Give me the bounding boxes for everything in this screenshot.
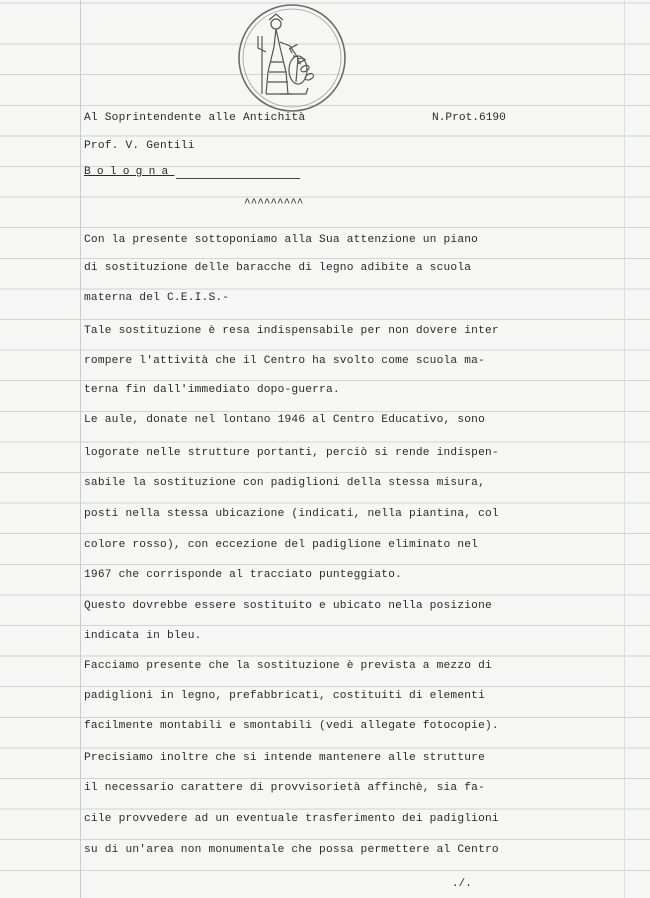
body-line: Facciamo presente che la sostituzione è prevista a mezzo di [84, 660, 492, 672]
body-line: materna del C.E.I.S.- [84, 292, 230, 304]
body-line: 1967 che corrisponde al tracciato punteggiato. [84, 569, 403, 581]
body-line: su di un'area non monumentale che possa permettere al Centro [84, 844, 499, 856]
ornament-separator: ^^^^^^^^^ [244, 198, 304, 210]
body-line: rompere l'attività che il Centro ha svolto come scuola ma- [84, 355, 485, 367]
body-line: Tale sostituzione è resa indispensabile per non dovere inter [84, 325, 499, 337]
body-line: Con la presente sottoponiamo alla Sua attenzione un piano [84, 234, 479, 246]
body-line: di sostituzione delle baracche di legno adibite a scuola [84, 262, 472, 274]
body-line: facilmente montabili e smontabili (vedi allegate fotocopie). [84, 720, 499, 732]
body-line: il necessario carattere di provvisorietà affinchè, sia fa- [84, 782, 485, 794]
right-margin-line [624, 0, 625, 898]
recipient-name: Prof. V. Gentili [84, 140, 195, 152]
body-line: Questo dovrebbe essere sostituito e ubicato nella posizione [84, 600, 492, 612]
body-line: indicata in bleu. [84, 630, 202, 642]
left-margin-line [80, 0, 81, 898]
body-line: logorate nelle strutture portanti, perciò si rende indispen- [84, 447, 499, 459]
body-line: Precisiamo inoltre che si intende mantenere alle strutture [84, 752, 485, 764]
body-line: cile provvedere ad un eventuale trasferimento dei padiglioni [84, 813, 499, 825]
protocol-number: N.Prot.6190 [432, 112, 506, 124]
recipient-line: Al Soprintendente alle Antichità [84, 112, 306, 124]
body-line: sabile la sostituzione con padiglioni della stessa misura, [84, 477, 485, 489]
continuation-mark: ./. [452, 878, 472, 890]
city-line: Bologna [84, 166, 175, 178]
body-line: posti nella stessa ubicazione (indicati, nella piantina, col [84, 508, 499, 520]
body-line: terna fin dall'immediato dopo-guerra. [84, 384, 340, 396]
body-line: Le aule, donate nel lontano 1946 al Centro Educativo, sono [84, 414, 485, 426]
body-line: colore rosso), con eccezione del padiglione eliminato nel [84, 539, 479, 551]
body-line: padiglioni in legno, prefabbricati, costituiti di elementi [84, 690, 485, 702]
stamp-value: L.400 [284, 42, 318, 86]
city-underline [176, 178, 300, 179]
